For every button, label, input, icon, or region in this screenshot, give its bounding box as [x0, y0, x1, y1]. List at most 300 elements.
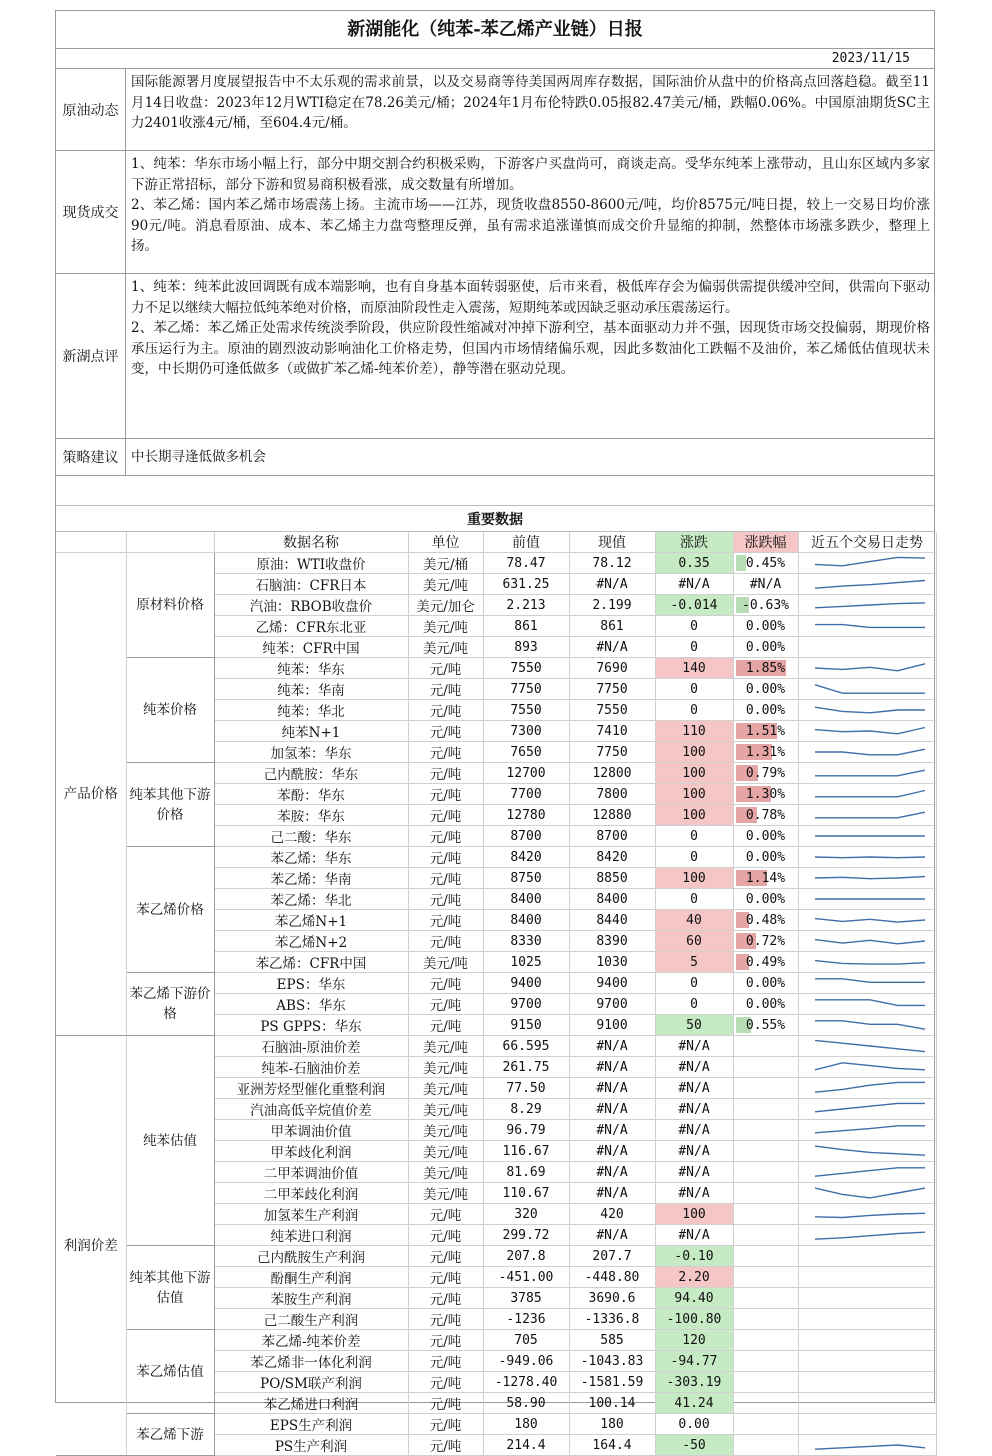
row-change-pct: [733, 616, 798, 637]
row-name: 二甲苯歧化利润: [214, 1183, 408, 1204]
trend-sparkline-chart: [801, 1183, 939, 1203]
row-current-value: 9700: [569, 994, 655, 1015]
row-trend-sparkline: [798, 1162, 936, 1183]
row-prev-value: 8420: [483, 847, 569, 868]
row-change-pct: [733, 1351, 798, 1372]
row-prev-value: 8400: [483, 910, 569, 931]
row-prev-value: 3785: [483, 1288, 569, 1309]
row-prev-value: -1236: [483, 1309, 569, 1330]
trend-line: [815, 1146, 925, 1155]
row-prev-value: 8400: [483, 889, 569, 910]
row-change: #N/A: [655, 1183, 733, 1204]
row-change: 0: [655, 679, 733, 700]
trend-line: [815, 1082, 925, 1092]
header-trend: 近五个交易日走势: [798, 532, 936, 553]
row-current-value: 100.14: [569, 1393, 655, 1414]
trend-line: [815, 770, 925, 776]
row-change-pct: [733, 1372, 798, 1393]
table-row: [56, 1330, 936, 1351]
row-current-value: 1030: [569, 952, 655, 973]
row-trend-sparkline: [798, 721, 936, 742]
trend-sparkline-chart: [801, 1015, 939, 1035]
row-trend-sparkline: [798, 868, 936, 889]
row-current-value: #N/A: [569, 637, 655, 658]
row-prev-value: 58.90: [483, 1393, 569, 1414]
row-change-pct-text: 0.45%: [745, 555, 786, 571]
trend-sparkline-chart: [801, 952, 939, 972]
row-unit: 元/吨: [408, 1015, 483, 1036]
row-name: 苯乙烯进口利润: [214, 1393, 408, 1414]
row-trend-sparkline: [798, 595, 936, 616]
row-name: 纯苯：华北: [214, 700, 408, 721]
row-current-value: 8400: [569, 889, 655, 910]
row-trend-sparkline: [798, 994, 936, 1015]
trend-sparkline-chart: [801, 1141, 939, 1161]
trend-line: [815, 940, 925, 944]
row-change-pct: [733, 1393, 798, 1414]
row-unit: 美元/吨: [408, 1162, 483, 1183]
row-prev-value: 9700: [483, 994, 569, 1015]
row-change-pct: [733, 826, 798, 847]
trend-line: [815, 557, 925, 565]
trend-sparkline-chart: [801, 574, 939, 594]
row-prev-value: 110.67: [483, 1183, 569, 1204]
trend-line: [815, 707, 925, 713]
row-prev-value: 12780: [483, 805, 569, 826]
row-current-value: 8440: [569, 910, 655, 931]
row-change-pct: [733, 847, 798, 868]
trend-sparkline-chart: [801, 994, 939, 1014]
row-current-value: 7750: [569, 679, 655, 700]
row-name: 苯酚：华东: [214, 784, 408, 805]
row-unit: 美元/吨: [408, 1078, 483, 1099]
trend-sparkline-chart: [801, 595, 939, 615]
row-change-pct: [733, 1183, 798, 1204]
row-change-pct-text: 0.00%: [745, 681, 786, 697]
table-row: [56, 847, 936, 868]
row-trend-sparkline: [798, 1288, 936, 1309]
row-change-pct-text: 0.72%: [745, 933, 786, 949]
row-trend-sparkline: [798, 553, 936, 574]
row-unit: 元/吨: [408, 847, 483, 868]
row-current-value: #N/A: [569, 1225, 655, 1246]
row-unit: 元/吨: [408, 1372, 483, 1393]
row-prev-value: 7700: [483, 784, 569, 805]
row-trend-sparkline: [798, 616, 936, 637]
row-prev-value: -949.06: [483, 1351, 569, 1372]
trend-sparkline-chart: [801, 889, 939, 909]
row-change: -0.014: [655, 595, 733, 616]
row-name: PO/SM联产利润: [214, 1372, 408, 1393]
row-unit: 元/吨: [408, 1246, 483, 1267]
trend-sparkline-chart: [801, 1435, 939, 1455]
row-unit: 元/吨: [408, 1414, 483, 1435]
row-change-pct: [733, 1141, 798, 1162]
row-prev-value: 7550: [483, 658, 569, 679]
row-change: 0: [655, 994, 733, 1015]
row-trend-sparkline: [798, 931, 936, 952]
row-current-value: 7800: [569, 784, 655, 805]
row-current-value: 180: [569, 1414, 655, 1435]
row-change-pct: [733, 973, 798, 994]
row-change-pct: [733, 1162, 798, 1183]
trend-line: [815, 1103, 925, 1111]
row-change-pct: [733, 637, 798, 658]
section-comment: [56, 274, 934, 439]
row-change: 140: [655, 658, 733, 679]
table-row: [56, 973, 936, 994]
section-label-spot: 现货成交: [56, 151, 126, 273]
row-prev-value: 320: [483, 1204, 569, 1225]
category-styrene-downstream: 苯乙烯下游价格: [126, 973, 214, 1036]
row-unit: 元/吨: [408, 1435, 483, 1456]
row-prev-value: -451.00: [483, 1267, 569, 1288]
trend-sparkline-chart: [801, 1099, 939, 1119]
table-row: [56, 658, 936, 679]
row-unit: 美元/吨: [408, 637, 483, 658]
row-change: -100.80: [655, 1309, 733, 1330]
category-benzene-downstream-valuation: 纯苯其他下游估值: [126, 1246, 214, 1330]
row-name: 苯胺：华东: [214, 805, 408, 826]
trend-sparkline-chart: [801, 1204, 939, 1224]
trend-line: [815, 1063, 925, 1070]
row-change-pct: [733, 763, 798, 784]
row-change-pct: [733, 994, 798, 1015]
report-date: 2023/11/15: [56, 49, 934, 69]
row-trend-sparkline: [798, 1204, 936, 1225]
row-trend-sparkline: [798, 1372, 936, 1393]
row-name: 苯乙烯：华南: [214, 868, 408, 889]
row-change-pct: [733, 742, 798, 763]
row-change: 100: [655, 805, 733, 826]
row-unit: 美元/吨: [408, 574, 483, 595]
row-name: 苯乙烯N+1: [214, 910, 408, 931]
row-prev-value: 214.4: [483, 1435, 569, 1456]
trend-sparkline-chart: [801, 1057, 939, 1077]
row-name: ABS：华东: [214, 994, 408, 1015]
row-trend-sparkline: [798, 1330, 936, 1351]
row-prev-value: 7650: [483, 742, 569, 763]
row-current-value: 78.12: [569, 553, 655, 574]
row-prev-value: 861: [483, 616, 569, 637]
row-change: 100: [655, 1204, 733, 1225]
row-prev-value: 299.72: [483, 1225, 569, 1246]
row-unit: 元/吨: [408, 742, 483, 763]
row-change-pct-text: 0.00%: [745, 618, 786, 634]
section-label-strategy: 策略建议: [56, 439, 126, 475]
row-unit: 元/吨: [408, 1309, 483, 1330]
row-change: 0: [655, 973, 733, 994]
row-change: 0: [655, 700, 733, 721]
row-change-pct: [733, 868, 798, 889]
row-prev-value: 2.213: [483, 595, 569, 616]
row-change-pct: [733, 1078, 798, 1099]
row-name: 己二酸：华东: [214, 826, 408, 847]
row-change-pct-text: 0.00%: [745, 891, 786, 907]
category-styrene-prices: 苯乙烯价格: [126, 847, 214, 973]
row-name: 苯乙烯N+2: [214, 931, 408, 952]
row-change: #N/A: [655, 574, 733, 595]
row-trend-sparkline: [798, 1309, 936, 1330]
row-change: 0: [655, 889, 733, 910]
header-name: 数据名称: [214, 532, 408, 553]
row-unit: 元/吨: [408, 784, 483, 805]
trend-line: [815, 685, 925, 693]
row-name: 甲苯歧化利润: [214, 1141, 408, 1162]
row-change-pct-text: 0.00%: [745, 702, 786, 718]
row-prev-value: 8.29: [483, 1099, 569, 1120]
trend-line: [815, 1168, 925, 1176]
row-prev-value: 9150: [483, 1015, 569, 1036]
row-unit: 元/吨: [408, 973, 483, 994]
row-prev-value: 66.595: [483, 1036, 569, 1057]
row-trend-sparkline: [798, 1036, 936, 1057]
row-change: #N/A: [655, 1078, 733, 1099]
row-name: 苯乙烯：CFR中国: [214, 952, 408, 973]
row-prev-value: 12700: [483, 763, 569, 784]
row-change: -0.10: [655, 1246, 733, 1267]
row-change: -94.77: [655, 1351, 733, 1372]
row-name: EPS生产利润: [214, 1414, 408, 1435]
row-trend-sparkline: [798, 574, 936, 595]
report-title: 新湖能化（纯苯-苯乙烯产业链）日报: [56, 11, 934, 49]
row-change-pct-text: 0.49%: [745, 954, 786, 970]
row-prev-value: 7750: [483, 679, 569, 700]
row-name: EPS：华东: [214, 973, 408, 994]
row-current-value: #N/A: [569, 1120, 655, 1141]
row-change-pct-text: 1.14%: [745, 870, 786, 886]
trend-line: [815, 1126, 925, 1133]
trend-line: [815, 857, 925, 858]
row-prev-value: 8330: [483, 931, 569, 952]
row-trend-sparkline: [798, 1414, 936, 1435]
row-name: 加氢苯：华东: [214, 742, 408, 763]
header-blank-category: [126, 532, 214, 553]
row-unit: 美元/吨: [408, 1183, 483, 1204]
row-unit: 元/吨: [408, 1267, 483, 1288]
row-name: 二甲苯调油价值: [214, 1162, 408, 1183]
row-current-value: #N/A: [569, 1162, 655, 1183]
row-unit: 元/吨: [408, 805, 483, 826]
row-prev-value: 705: [483, 1330, 569, 1351]
row-unit: 美元/桶: [408, 553, 483, 574]
row-trend-sparkline: [798, 847, 936, 868]
row-prev-value: 9400: [483, 973, 569, 994]
trend-line: [815, 1021, 925, 1029]
row-change-pct: [733, 553, 798, 574]
row-prev-value: 261.75: [483, 1057, 569, 1078]
row-name: 原油：WTI收盘价: [214, 553, 408, 574]
row-change-pct: [733, 931, 798, 952]
row-change-pct-text: -0.63%: [742, 597, 789, 613]
trend-line: [815, 1000, 925, 1006]
row-trend-sparkline: [798, 889, 936, 910]
trend-line: [815, 625, 925, 628]
row-current-value: #N/A: [569, 574, 655, 595]
row-change-pct: [733, 1309, 798, 1330]
header-blank-group: [56, 532, 126, 553]
row-prev-value: 8700: [483, 826, 569, 847]
row-change: #N/A: [655, 1036, 733, 1057]
spot-paragraph-styrene: 2、苯乙烯：国内苯乙烯市场震荡上扬。主流市场——江苏，现货收盘8550-8600元/吨，均价8575元/吨日提，较上一交易日均价涨90元/吨。消息看原油、成本、苯乙烯主力盘弯整理反弹，虽有需求追涨谨慎而成交价升显缩的抑制，然整体市场涨多跌少，整理上扬。: [131, 197, 930, 255]
row-unit: 元/吨: [408, 1204, 483, 1225]
row-change: 110: [655, 721, 733, 742]
row-change: 0: [655, 847, 733, 868]
trend-sparkline-chart: [801, 847, 939, 867]
row-unit: 美元/吨: [408, 1120, 483, 1141]
row-change-pct-text: 0.00%: [745, 849, 786, 865]
row-unit: 元/吨: [408, 763, 483, 784]
data-table: [56, 532, 937, 1456]
row-current-value: -1043.83: [569, 1351, 655, 1372]
trend-line: [815, 919, 925, 923]
category-benzene-downstream: 纯苯其他下游价格: [126, 763, 214, 847]
table-header-row: [56, 532, 936, 553]
row-trend-sparkline: [798, 742, 936, 763]
row-change: #N/A: [655, 1141, 733, 1162]
row-change-pct: [733, 658, 798, 679]
row-change: 120: [655, 1330, 733, 1351]
row-name: 纯苯-石脑油价差: [214, 1057, 408, 1078]
row-change: 0: [655, 616, 733, 637]
row-name: 纯苯：华东: [214, 658, 408, 679]
row-name: 石脑油-原油价差: [214, 1036, 408, 1057]
trend-sparkline-chart: [801, 742, 939, 762]
row-prev-value: -1278.40: [483, 1372, 569, 1393]
row-trend-sparkline: [798, 805, 936, 826]
row-change-pct-text: 1.31%: [745, 744, 786, 760]
row-trend-sparkline: [798, 658, 936, 679]
row-change-pct: [733, 1267, 798, 1288]
row-change-pct: [733, 721, 798, 742]
row-current-value: 7750: [569, 742, 655, 763]
row-current-value: 420: [569, 1204, 655, 1225]
section-text-crude: 国际能源署月度展望报告中不太乐观的需求前景，以及交易商等待美国两周库存数据，国际油价从盘中的价格高点回落趋稳。截至11月14日收盘：2023年12月WTI稳定在78.26美元/桶；2024年1月布伦特跌0.05报82.47美元/桶，跌幅0.06%。中国原油期货SC主力2401收涨4元/桶，至604.4元/桶。: [131, 74, 930, 132]
row-change: 0: [655, 637, 733, 658]
row-name: 己二酸生产利润: [214, 1309, 408, 1330]
section-text-comment: [126, 274, 934, 438]
trend-line: [815, 1232, 925, 1239]
trend-line: [815, 664, 925, 671]
row-unit: 美元/吨: [408, 952, 483, 973]
row-name: 苯乙烯：华北: [214, 889, 408, 910]
row-unit: 元/吨: [408, 679, 483, 700]
row-current-value: 9100: [569, 1015, 655, 1036]
header-cur: 现值: [569, 532, 655, 553]
row-current-value: 861: [569, 616, 655, 637]
trend-line: [815, 979, 925, 983]
row-prev-value: 893: [483, 637, 569, 658]
row-current-value: #N/A: [569, 1183, 655, 1204]
trend-sparkline-chart: [801, 1225, 939, 1245]
row-current-value: 2.199: [569, 595, 655, 616]
row-change: 100: [655, 763, 733, 784]
row-change-pct-text: 0.48%: [745, 912, 786, 928]
row-unit: 元/吨: [408, 721, 483, 742]
row-unit: 元/吨: [408, 994, 483, 1015]
comment-paragraph-styrene: 2、苯乙烯：苯乙烯正处需求传统淡季阶段，供应阶段性缩减对冲掉下游利空，基本面驱动力并不强，因现货市场交投偏弱，期现价格承压运行为主。原油的剧烈波动影响油化工价格走势，但国内市场情绪偏乐观，因此多数油化工跌幅不及油价，苯乙烯低估值现状未变，中长期仍可逢低做多（或做扩苯乙烯-纯苯价差），静等潜在驱动兑现。: [131, 320, 930, 378]
row-change: #N/A: [655, 1099, 733, 1120]
table-row: [56, 763, 936, 784]
row-unit: 元/吨: [408, 1351, 483, 1372]
section-crude: [56, 69, 934, 151]
row-change-pct: [733, 1015, 798, 1036]
row-unit: 元/吨: [408, 1288, 483, 1309]
row-trend-sparkline: [798, 1246, 936, 1267]
trend-sparkline-chart: [801, 553, 939, 573]
row-prev-value: 96.79: [483, 1120, 569, 1141]
report-page: [55, 10, 935, 1456]
row-prev-value: 78.47: [483, 553, 569, 574]
row-prev-value: 8750: [483, 868, 569, 889]
row-unit: 元/吨: [408, 658, 483, 679]
row-unit: 美元/吨: [408, 1057, 483, 1078]
category-benzene-valuation: 纯苯估值: [126, 1036, 214, 1246]
row-change-pct: [733, 679, 798, 700]
row-trend-sparkline: [798, 1351, 936, 1372]
trend-sparkline-chart: [801, 1078, 939, 1098]
row-current-value: 7690: [569, 658, 655, 679]
group-product-prices: 产品价格: [56, 553, 126, 1036]
row-change: 100: [655, 784, 733, 805]
row-trend-sparkline: [798, 973, 936, 994]
row-current-value: 8850: [569, 868, 655, 889]
header-prev: 前值: [483, 532, 569, 553]
spacer-row: [56, 476, 934, 506]
row-trend-sparkline: [798, 784, 936, 805]
row-prev-value: 7300: [483, 721, 569, 742]
row-name: PS生产利润: [214, 1435, 408, 1456]
trend-sparkline-chart: [801, 805, 939, 825]
row-unit: 美元/吨: [408, 1141, 483, 1162]
row-unit: 美元/吨: [408, 616, 483, 637]
row-change-pct: [733, 574, 798, 595]
table-row: [56, 553, 936, 574]
row-change: #N/A: [655, 1057, 733, 1078]
row-change-pct: [733, 595, 798, 616]
trend-sparkline-chart: [801, 616, 939, 636]
row-name: 纯苯：CFR中国: [214, 637, 408, 658]
category-styrene-downstream-valuation: 苯乙烯下游: [126, 1414, 214, 1456]
row-trend-sparkline: [798, 679, 936, 700]
row-current-value: 8700: [569, 826, 655, 847]
row-trend-sparkline: [798, 1141, 936, 1162]
row-change-pct-text: 0.00%: [745, 975, 786, 991]
row-prev-value: 77.50: [483, 1078, 569, 1099]
trend-line: [815, 728, 925, 734]
row-change-pct: [733, 1120, 798, 1141]
row-unit: 元/吨: [408, 1330, 483, 1351]
row-name: 汽油高低辛烷值价差: [214, 1099, 408, 1120]
row-trend-sparkline: [798, 910, 936, 931]
row-change-pct: [733, 1288, 798, 1309]
row-name: 纯苯N+1: [214, 721, 408, 742]
section-text-spot: [126, 151, 934, 273]
row-unit: 元/吨: [408, 700, 483, 721]
row-current-value: #N/A: [569, 1078, 655, 1099]
row-change-pct: [733, 1204, 798, 1225]
row-current-value: 585: [569, 1330, 655, 1351]
row-prev-value: 81.69: [483, 1162, 569, 1183]
row-prev-value: 1025: [483, 952, 569, 973]
row-name: 己内酰胺：华东: [214, 763, 408, 784]
row-trend-sparkline: [798, 1099, 936, 1120]
row-unit: 元/吨: [408, 910, 483, 931]
row-change-pct: [733, 952, 798, 973]
row-change-pct-text: 1.30%: [745, 786, 786, 802]
row-change: 100: [655, 742, 733, 763]
row-current-value: #N/A: [569, 1036, 655, 1057]
